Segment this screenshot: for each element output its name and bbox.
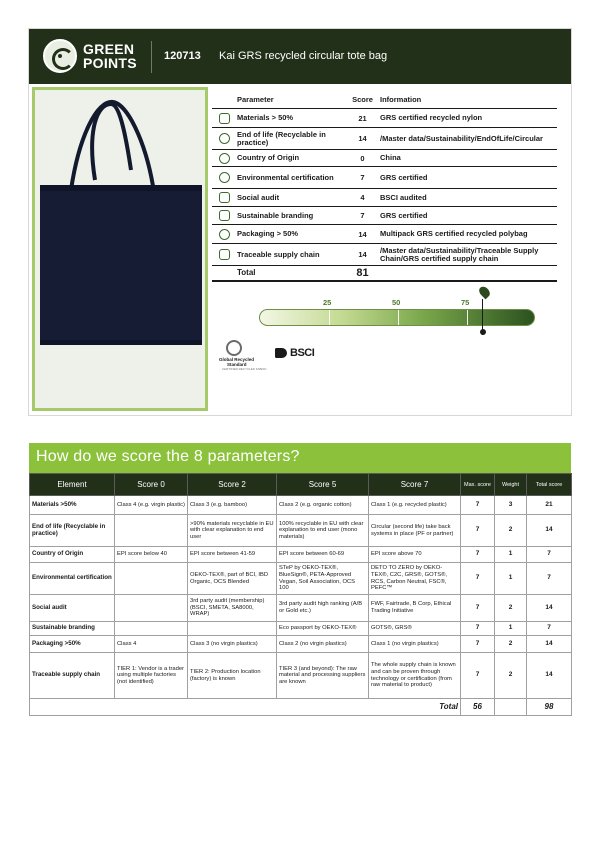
scoring-max: 7 [461,563,495,595]
scoring-score-0 [115,595,188,622]
parameter-row [212,167,557,189]
parameter-score: 7 [360,211,365,220]
product-photo [32,87,208,411]
header-divider [151,41,152,73]
leaf-badge-icon [219,172,230,183]
globe-icon [219,153,230,164]
branding-icon [219,210,230,221]
gauge-label: 75 [461,298,470,307]
scoring-score-2: Class 3 (no virgin plastics) [188,636,277,653]
scoring-row [30,515,572,547]
scoring-total: 7 [527,563,572,595]
scoring-score-5: STeP by OEKO-TEX®, BlueSign®, PETA-Approved Vegan, Soil Association, OCS 100 [277,563,369,595]
scoring-score-5: Class 2 (no virgin plastics) [277,636,369,653]
scoring-score-5: Eco passport by OEKO-TEX® [277,622,369,636]
scoring-score-2: EPI score between 41-59 [188,547,277,563]
scoring-element: Social audit [30,595,115,622]
scoring-element: Environmental certification [30,563,115,595]
total-score: 81 [356,267,369,279]
parameter-info: BSCI audited [380,192,427,202]
scoring-score-5: Class 2 (e.g. organic cotton) [277,496,369,515]
scoring-score-7: Circular (second life) take back systems in place (PF or partner) [369,515,461,547]
parameter-name: Materials > 50% [237,113,294,122]
scoring-title: How do we score the 8 parameters? [36,448,300,465]
scoring-score-7: FWF, Fairtrade, B Corp, Ethical Trading Initiative [369,595,461,622]
recycle-icon [219,133,230,144]
scoring-total: 14 [527,636,572,653]
scoring-total-weight [495,699,527,716]
people-icon [219,192,230,203]
parameter-table [212,91,557,282]
score-marker-dot [480,329,486,335]
scoring-weight: 1 [495,563,527,595]
scoring-score-2: OEKO-TEX®, part of BCI, IBD Organic, OCS Blended [188,563,277,595]
grs-title-line1: Global Recycled [219,357,255,362]
score-gauge [259,309,535,326]
materials-icon [219,113,230,124]
scoring-weight: 1 [495,547,527,563]
grs-title [219,357,254,367]
brand-line-2: POINTS [83,55,137,71]
product-code: 120713 [164,50,201,62]
scoring-score-2: TIER 2: Production location (factory) is known [188,653,277,699]
scoring-total: 21 [527,496,572,515]
parameter-row [212,225,557,244]
scoring-score-0: EPI score below 40 [115,547,188,563]
header-weight: Weight [495,474,527,496]
scoring-total-row [30,699,572,716]
scoring-score-7: GOTS®, GRS® [369,622,461,636]
green-points-logo-icon [43,39,77,73]
scoring-score-7: The whole supply chain is known and can be proven through technology or certification (from raw material to product) [369,653,461,699]
gauge-label: 25 [323,298,332,307]
scoring-score-2: 3rd party audit (membership) (BSCI, SMETA, SA8000, WRAP) [188,595,277,622]
header-total-score: Total score [527,474,572,496]
scoring-score-7: EPI score above 70 [369,547,461,563]
scoring-score-5: EPI score between 60-69 [277,547,369,563]
bsci-mark-icon [275,348,287,358]
gauge-tick [467,310,468,325]
scoring-score-5: 3rd party audit high ranking (A/B or Gold etc.) [277,595,369,622]
grs-subtitle: CERTIFIED RECYCLED FABRIC [222,367,267,371]
total-label: Total [237,268,256,277]
scoring-total: 14 [527,595,572,622]
scoring-element: Sustainable branding [30,622,115,636]
scoring-max: 7 [461,622,495,636]
parameter-name: Sustainable branding [237,210,314,220]
parameter-total-row [212,266,557,282]
scoring-score-2: Class 3 (e.g. bamboo) [188,496,277,515]
parameter-row [212,150,557,167]
scoring-weight: 2 [495,653,527,699]
parameter-info: GRS certified recycled nylon [380,113,483,122]
leaf-icon [477,285,492,300]
parameter-name: End of life (Recyclable in practice) [237,129,326,147]
header-score-0: Score 0 [115,474,188,496]
header-score-2: Score 2 [188,474,277,496]
brand-name [83,42,137,70]
product-card [29,29,571,415]
scoring-score-0 [115,622,188,636]
scoring-score-7: Class 1 (e.g. recycled plastic) [369,496,461,515]
scoring-element: Packaging >50% [30,636,115,653]
parameter-info: GRS certified [380,172,428,182]
product-name: Kai GRS recycled circular tote bag [219,50,388,62]
parameter-info: GRS certified [380,210,428,220]
header-score-7: Score 7 [369,474,461,496]
parameter-row [212,128,557,150]
scoring-table [29,473,572,716]
scoring-score-7: Class 1 (no virgin plastics) [369,636,461,653]
parameter-row [212,207,557,225]
parameter-score: 14 [358,134,367,143]
header-element: Element [30,474,115,496]
scoring-score-0 [115,563,188,595]
grs-title-line2: Standard [227,362,247,367]
bsci-text: BSCI [290,347,315,359]
scoring-row [30,636,572,653]
scoring-header-row [30,474,572,496]
parameter-row [212,244,557,266]
parameter-info: China [380,153,401,162]
scoring-score-2: >90% materials recyclable in EU with clear explanation to end user [188,515,277,547]
parameter-name: Social audit [237,192,280,202]
scoring-total: 14 [527,515,572,547]
gauge-label: 50 [392,298,401,307]
scoring-card [29,443,571,750]
scoring-score-5: 100% recyclable in EU with clear explanation to end user (mono materials) [277,515,369,547]
card-header [29,29,571,84]
scoring-max: 7 [461,515,495,547]
parameter-info: Multipack GRS certified recycled polybag [380,229,528,238]
scoring-element: End of life (Recyclable in practice) [30,515,115,547]
scoring-element: Materials >50% [30,496,115,515]
scoring-element: Country of Origin [30,547,115,563]
parameter-row [212,189,557,207]
brand-line-1: GREEN [83,41,135,57]
scoring-max: 7 [461,496,495,515]
scoring-total-label: Total [30,699,461,716]
col-information: Information [380,94,422,104]
header-score-5: Score 5 [277,474,369,496]
scoring-score-0: Class 4 [115,636,188,653]
scoring-total-score: 98 [527,699,572,716]
scoring-score-7: DETO TO ZERO by OEKO-TEX®, C2C, GRS®, GOTS®, RCS, Carbon Neutral, FSC®, PEFC™ [369,563,461,595]
scoring-max: 7 [461,653,495,699]
scoring-row [30,496,572,515]
header-max-score: Max. score [461,474,495,496]
parameter-name: Environmental certification [237,172,334,182]
parameter-row [212,109,557,128]
gauge-tick [398,310,399,325]
scoring-row [30,622,572,636]
scoring-total: 14 [527,653,572,699]
truck-icon [219,249,230,260]
parameter-score: 4 [360,193,365,202]
parameter-score: 7 [360,173,365,182]
gauge-tick [329,310,330,325]
parameter-score: 0 [360,153,365,163]
scoring-element: Traceable supply chain [30,653,115,699]
scoring-row [30,563,572,595]
scoring-max: 7 [461,595,495,622]
parameter-score: 14 [358,250,367,259]
grs-circle-icon [226,340,242,356]
scoring-score-0: Class 4 (e.g. virgin plastic) [115,496,188,515]
grs-logo [219,340,267,374]
parameter-name: Country of Origin [237,153,300,162]
scoring-score-2 [188,622,277,636]
scoring-max: 7 [461,547,495,563]
scoring-weight: 2 [495,595,527,622]
scoring-total: 7 [527,622,572,636]
parameter-score: 14 [358,229,367,239]
scoring-total: 7 [527,547,572,563]
package-icon [219,229,230,240]
parameter-table-header [212,91,557,109]
scoring-row [30,653,572,699]
scoring-max: 7 [461,636,495,653]
parameter-name: Packaging > 50% [237,229,299,238]
scoring-banner [29,443,571,473]
scoring-row [30,595,572,622]
parameter-info: /Master data/Sustainability/Traceable Supply Chain/GRS certified supply chain [380,245,539,263]
scoring-score-0 [115,515,188,547]
scoring-weight: 1 [495,622,527,636]
scoring-score-0: TIER 1: Vendor is a trader using multiple factories (not identified) [115,653,188,699]
scoring-weight: 2 [495,515,527,547]
scoring-row [30,547,572,563]
bsci-logo [275,347,314,359]
col-parameter: Parameter [237,94,274,104]
scoring-total-max: 56 [461,699,495,716]
scoring-weight: 3 [495,496,527,515]
parameter-info: /Master data/Sustainability/EndOfLife/Circular [380,133,543,143]
parameter-score: 21 [358,113,367,123]
scoring-weight: 2 [495,636,527,653]
parameter-name: Traceable supply chain [237,249,320,259]
col-score: Score [352,95,373,104]
scoring-score-5: TIER 3 (and beyond): The raw material and processing suppliers are known [277,653,369,699]
